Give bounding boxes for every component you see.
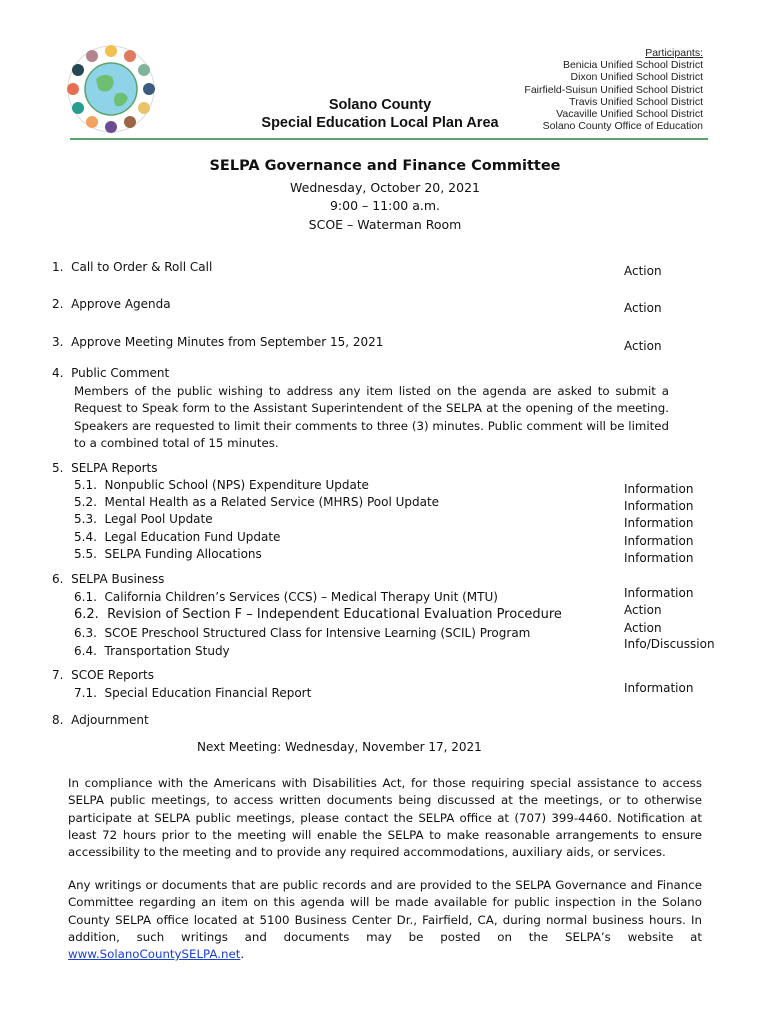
sub-number: 5.3. [74,512,97,526]
public-comment-text: Members of the public wishing to address any item listed on the agenda are asked to submit a Request to Speak form to the Assistant Superintendent of the SELPA at the opening of the meeting. Speakers are requested to limit their comments to three (3) minutes. Public comment will be limited to a combined total of 15 minutes. [74,384,669,450]
sub-item [74,685,311,702]
sub-label: Nonpublic School (NPS) Expenditure Update [104,478,369,492]
item-status: Information [624,534,694,548]
meeting-title: SELPA Governance and Finance Committee [209,158,561,174]
item-number: 3. [52,335,64,349]
org-name [230,96,530,132]
item-number: 4. [52,366,64,380]
item-number: 8. [52,713,64,727]
sub-item [74,511,213,528]
item-label: Call to Order & Roll Call [71,260,213,274]
item-number: 6. [52,572,64,586]
sub-number: 5.5. [74,547,97,561]
sub-item [74,494,439,511]
sub-item [74,529,280,546]
sub-item [74,625,530,642]
item-label: SELPA Reports [71,461,158,475]
item-status: Action [624,264,662,278]
globe [85,63,137,115]
participant: Dixon Unified School District [570,71,703,84]
item-status: Information [624,551,694,565]
item-label: SELPA Business [71,572,165,586]
sub-label: Transportation Study [104,644,230,658]
sub-label: Revision of Section F – Independent Educational Evaluation Procedure [107,607,562,622]
sub-number: 6.1. [74,590,97,604]
item-status: Information [624,482,694,496]
item-status: Information [624,586,694,600]
meeting-location: SCOE – Waterman Room [308,217,462,232]
sub-item [74,643,230,660]
sub-item [74,589,498,606]
sub-number: 7.1. [74,686,97,700]
org-line2: Special Education Local Plan Area [261,115,499,131]
sub-item [74,477,369,494]
sub-label: Legal Pool Update [104,512,213,526]
participant: Solano County Office of Education [542,120,703,133]
records-text: Any writings or documents that are public records and are provided to the SELPA Governance and Finance Committee regarding an item on this agenda will be made available for public inspection in the Solano County SELPA office located at 5100 Business Center Dr., Fairfield, CA, during normal business hours. In addition, such writings and documents may be posted on the SELPA’s website at [68,878,702,944]
sub-number: 5.1. [74,478,97,492]
item-label: Approve Agenda [71,297,171,311]
item-status: Information [624,516,694,530]
agenda-item-5 [52,460,158,477]
item-status: Info/Discussion [624,637,715,651]
item-status: Information [624,681,694,695]
agenda-item-6 [52,571,164,588]
item-status: Action [624,339,662,353]
meeting-time: 9:00 – 11:00 a.m. [329,198,441,213]
item-label: SCOE Reports [71,668,154,682]
participants-title: Participants: [645,47,703,59]
records-end: . [240,947,245,962]
item-label: Approve Meeting Minutes from September 15, 2021 [71,335,384,349]
item-number: 1. [52,260,64,274]
sub-number: 6.4. [74,644,97,658]
sub-label: Special Education Financial Report [104,686,312,700]
participant: Travis Unified School District [569,95,703,108]
sub-label: SCOE Preschool Structured Class for Intensive Learning (SCIL) Program [104,626,531,640]
item-number: 2. [52,297,64,311]
item-status: Action [624,603,662,617]
participant: Vacaville Unified School District [556,108,703,121]
sub-label: Legal Education Fund Update [104,530,281,544]
item-label: Adjournment [71,713,149,727]
sub-number: 6.2. [74,607,99,622]
item-status: Action [624,301,662,315]
sub-item [74,546,262,563]
sub-item [74,606,562,623]
sub-label: Mental Health as a Related Service (MHRS) Pool Update [104,495,440,509]
sub-number: 6.3. [74,626,97,640]
agenda-item-4 [52,365,169,382]
sub-number: 5.4. [74,530,97,544]
public-records-notice [68,877,702,963]
header-divider [70,138,708,140]
participants-list [524,47,703,132]
sub-number: 5.2. [74,495,97,509]
selpa-website-link[interactable]: www.SolanoCountySELPA.net [68,947,241,962]
org-line1: Solano County [328,97,432,113]
item-number: 5. [52,461,64,475]
sub-label: California Children’s Services (CCS) – Medical Therapy Unit (MTU) [104,590,498,604]
participant: Benicia Unified School District [562,59,703,72]
ada-notice: In compliance with the Americans with Disabilities Act, for those requiring special assistance to access SELPA public meetings, to access written documents being discussed at the meetings, or to otherwise participate at SELPA public meetings, please contact the SELPA office at (707) 399-4460. Notification at least 72 hours prior to the meeting will enable the SELPA to make reasonable arrangements to ensure accessibility to the meeting and to provide any required accommodations, auxiliary aids, or services. [68,776,702,860]
item-status: Action [624,621,662,635]
agenda-item-8 [52,712,149,729]
next-meeting: Next Meeting: Wednesday, November 17, 2021 [197,740,482,754]
agenda-item-3 [52,334,383,351]
participant: Fairfield-Suisun Unified School District [524,83,703,96]
item-number: 7. [52,668,64,682]
agenda-item-7 [52,667,154,684]
sub-label: SELPA Funding Allocations [104,547,262,561]
meeting-date: Wednesday, October 20, 2021 [290,180,480,195]
agenda-item-1 [52,259,212,276]
item-label: Public Comment [71,366,170,380]
selpa-logo [66,44,156,134]
item-status: Information [624,499,694,513]
agenda-item-2 [52,296,171,313]
